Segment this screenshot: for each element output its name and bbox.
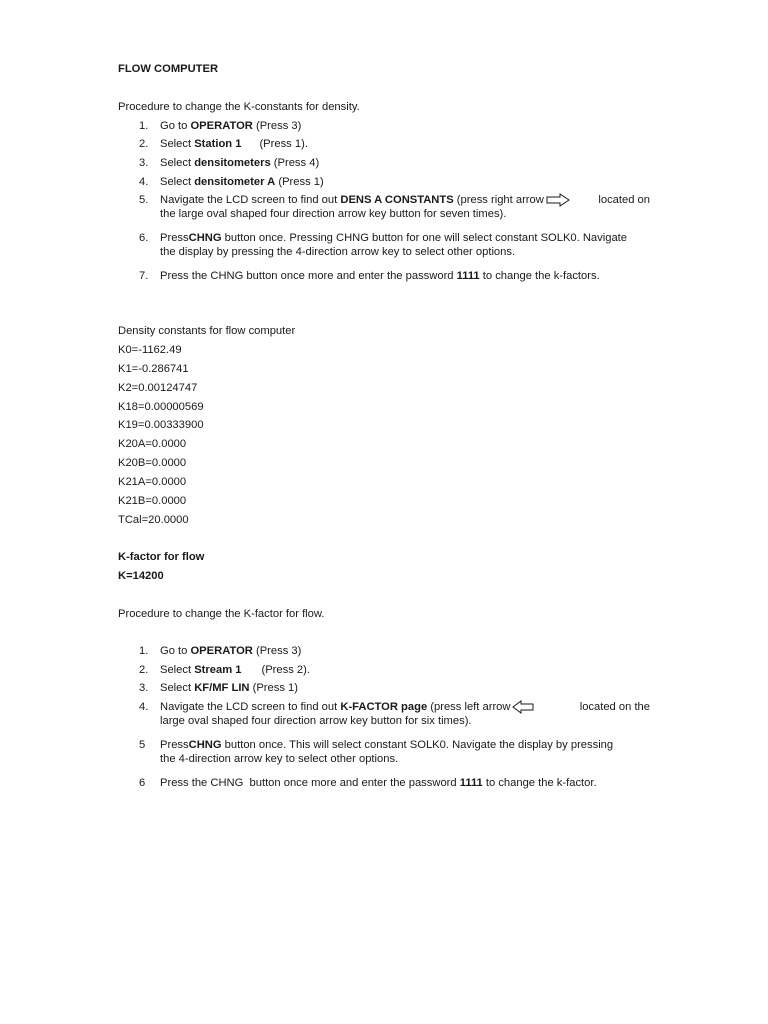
constant-value: K2=0.00124747 <box>118 382 198 394</box>
document-title: FLOW COMPUTER <box>118 63 219 75</box>
constant-value: K20A=0.0000 <box>118 438 187 450</box>
constant-value: K0=-1162.49 <box>118 344 182 356</box>
density-step-3: Select densitometers (Press 4) <box>160 157 320 169</box>
flow-step-2: Select Stream 1 (Press 2). <box>160 664 310 676</box>
step-number: 3. <box>139 157 149 169</box>
step-number: 2. <box>139 138 149 150</box>
constant-value: K21B=0.0000 <box>118 495 187 507</box>
kfactor-value: K=14200 <box>118 570 164 582</box>
density-step-6: Press CHNG button once. Pressing CHNG button for one will select constant SOLK0. Navigate the display by pressing the 4-direction arrow key to select other options. <box>160 232 628 258</box>
step-number: 4. <box>139 701 149 713</box>
density-step-4: Select densitometer A (Press 1) <box>160 176 324 188</box>
constant-value: K21A=0.0000 <box>118 476 187 488</box>
step-number: 6. <box>139 232 149 244</box>
step-number: 4. <box>139 176 149 188</box>
step-number: 6 <box>139 777 146 789</box>
flow-step-1: Go to OPERATOR (Press 3) <box>160 645 302 657</box>
right-arrow-icon <box>546 193 570 207</box>
flow-step-5: Press CHNG button once. This will select constant SOLK0. Navigate the display by pressing the 4-direction arrow key to select other options. <box>160 739 614 765</box>
constants-heading: Density constants for flow computer <box>118 325 296 337</box>
flow-procedure-intro: Procedure to change the K-factor for flow. <box>118 608 325 620</box>
constant-value: K18=0.00000569 <box>118 401 204 413</box>
step-number: 1. <box>139 645 149 657</box>
flow-step-3: Select KF/MF LIN (Press 1) <box>160 682 299 694</box>
step-number: 5. <box>139 194 149 206</box>
constant-value: K20B=0.0000 <box>118 457 187 469</box>
density-step-1: Go to OPERATOR (Press 3) <box>160 120 302 132</box>
constant-value: K1=-0.286741 <box>118 363 189 375</box>
flow-step-4: Navigate the LCD screen to find out K-FACTOR page (press left arrow located on the large oval shaped four direction arrow key button for six times). <box>160 701 650 728</box>
step-number: 1. <box>139 120 149 132</box>
kfactor-heading: K-factor for flow <box>118 551 205 563</box>
step-number: 3. <box>139 682 149 694</box>
left-arrow-icon <box>512 700 534 714</box>
flow-step-6: Press the CHNG button once more and enter the password 1111 to change the k-factor. <box>160 777 597 789</box>
step-number: 2. <box>139 664 149 676</box>
constant-value: K19=0.00333900 <box>118 419 204 431</box>
constant-value: TCal=20.0000 <box>118 514 189 526</box>
density-step-5: Navigate the LCD screen to find out DENS A CONSTANTS (press right arrow located on the large oval shaped four direction arrow key button for seven times). <box>160 194 650 221</box>
density-step-2: Select Station 1 (Press 1). <box>160 138 308 150</box>
density-procedure-intro: Procedure to change the K-constants for density. <box>118 101 360 113</box>
density-step-7: Press the CHNG button once more and enter the password 1111 to change the k-factors. <box>160 270 600 282</box>
step-number: 5 <box>139 739 146 751</box>
step-number: 7. <box>139 270 149 282</box>
